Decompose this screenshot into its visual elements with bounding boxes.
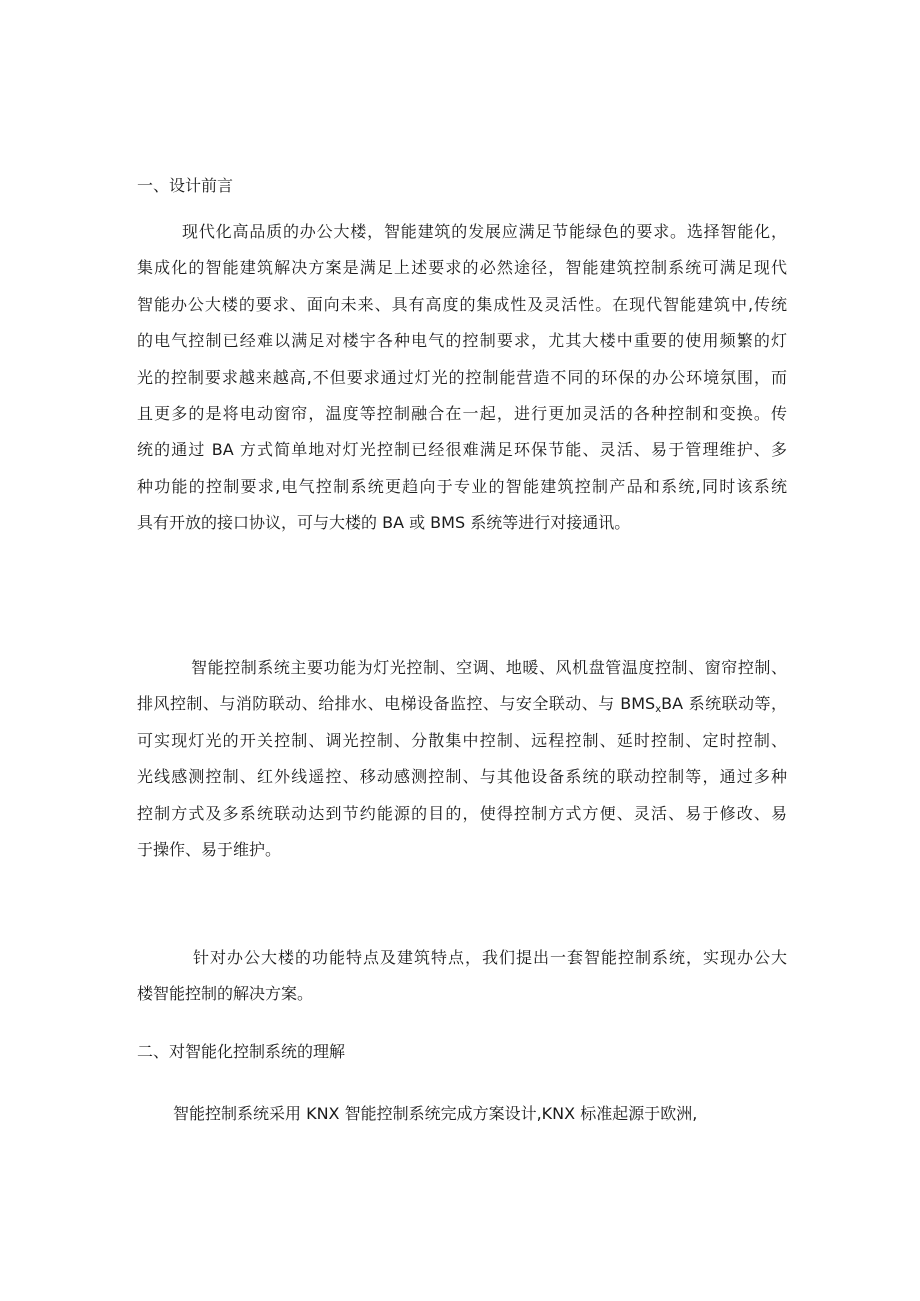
text-line: 光的控制要求越来越高,不但要求通过灯光的控制能营造不同的环保的办公环境氛围，而 <box>137 367 787 387</box>
text-line: 统的通过 BA 方式简单地对灯光控制已经很难满足环保节能、灵活、易于管理维护、多 <box>137 440 787 460</box>
text-line: 可实现灯光的开关控制、调光控制、分散集中控制、远程控制、延时控制、定时控制、 <box>137 730 787 750</box>
text-line: 楼智能控制的解决方案。 <box>137 984 314 1004</box>
section-heading-2: 二、对智能化控制系统的理解 <box>137 1042 346 1061</box>
paragraph-knx <box>137 1096 787 1132</box>
text-line: 种功能的控制要求,电气控制系统更趋向于专业的智能建筑控制产品和系统,同时该系统 <box>137 476 787 496</box>
text-line: 现代化高品质的办公大楼，智能建筑的发展应满足节能绿色的要求。选择智能化， <box>182 222 787 241</box>
text-line: 具有开放的接口协议，可与大楼的 BA 或 BMS 系统等进行对接通讯。 <box>137 513 631 533</box>
subscript-mark: x <box>655 704 662 716</box>
text-line: 智能控制系统采用 KNX 智能控制系统完成方案设计,KNX 标准起源于欧洲, <box>173 1104 698 1123</box>
paragraph-proposal <box>137 940 787 1013</box>
text-segment: BA 系统联动等， <box>661 694 787 714</box>
text-line <box>137 686 787 722</box>
text-line: 集成化的智能建筑解决方案是满足上述要求的必然途径，智能建筑控制系统可满足现代 <box>137 258 787 278</box>
text-line: 的电气控制已经难以满足对楼宇各种电气的控制要求，尤其大楼中重要的使用频繁的灯 <box>137 331 787 351</box>
text-line: 光线感测控制、红外线遥控、移动感测控制、与其他设备系统的联动控制等，通过多种 <box>137 767 787 787</box>
text-line: 控制方式及多系统联动达到节约能源的目的，使得控制方式方便、灵活、易于修改、易 <box>137 803 787 823</box>
text-segment: 排风控制、与消防联动、给排水、电梯设备监控、与安全联动、与 BMS <box>137 694 656 714</box>
paragraph-system-functions <box>137 650 787 868</box>
text-line: 智能办公大楼的要求、面向未来、具有高度的集成性及灵活性。在现代智能建筑中,传统 <box>137 294 787 314</box>
paragraph-design-preface <box>137 214 787 542</box>
text-line: 于操作、易于维护。 <box>137 839 282 859</box>
section-heading-1: 一、设计前言 <box>137 176 234 195</box>
text-line: 针对办公大楼的功能特点及建筑特点，我们提出一套智能控制系统，实现办公大 <box>193 948 787 967</box>
text-line: 智能控制系统主要功能为灯光控制、空调、地暖、风机盘管温度控制、窗帘控制、 <box>191 658 787 677</box>
text-line: 且更多的是将电动窗帘，温度等控制融合在一起，进行更加灵活的各种控制和变换。传 <box>137 403 787 423</box>
